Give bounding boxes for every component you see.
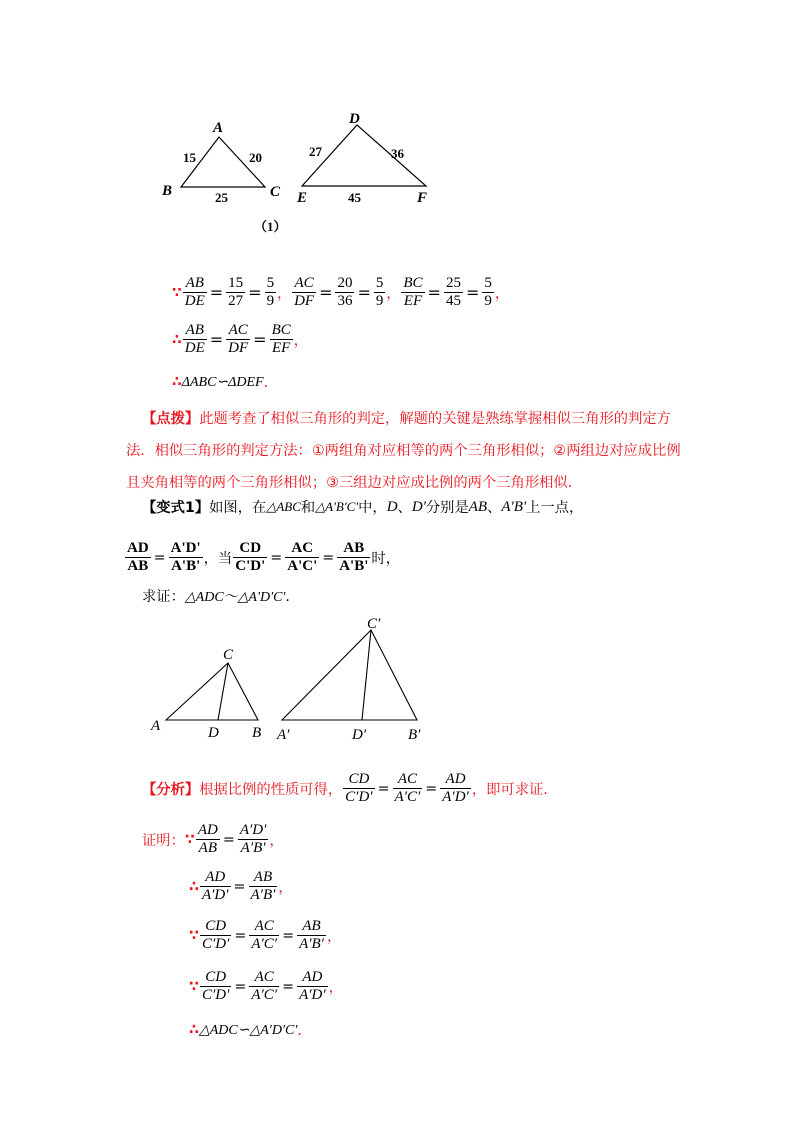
- side-bc-length: 25: [215, 190, 228, 205]
- segment-c2d2: [362, 630, 371, 720]
- fig2-vertex-a-prime: A′: [277, 727, 290, 743]
- proof1-line2: ∴ $\frac{AB}{DE}$ = $\frac{AC}{DF}$ = $\frac{BC}{EF}$ ，: [172, 322, 308, 356]
- tip-tag: 【点拨】: [142, 411, 200, 427]
- tip-line-1: 【点拨】此题考查了相似三角形的判定，解题的关键是熟练掌握相似三角形的判定方: [142, 411, 671, 427]
- vertex-f: F: [417, 190, 428, 206]
- vertex-d: D: [349, 111, 360, 127]
- proof2-line5: ∴ △ADC∽△A′D′C′ ．: [189, 1022, 312, 1039]
- figure-1-triangles: [150, 105, 450, 240]
- similarity-conclusion-2: △ADC∽△A′D′C′: [198, 1022, 298, 1038]
- fig2-vertex-b-prime: B′: [408, 727, 421, 743]
- side-de-length: 27: [309, 144, 322, 159]
- analysis-line: 【分析】 根据比例的性质可得， $\frac{CD}{C'D'}$ = $\frac{AC}{A'C'}$ = $\frac{AD}{A'D'}$ ，即可求证．: [142, 771, 558, 805]
- tip-line-2: 法．相似三角形的判定方法：①两组角对应相等的两个三角形相似；②两组边对应成比例: [126, 443, 681, 459]
- proof2-line2: ∴ $\frac{AD}{A'D'}$ = $\frac{AB}{A'B'}$ ，: [189, 869, 293, 903]
- proof1-line1: ∵ $\frac{AB}{DE}$ = $\frac{15}{27}$ = $\frac{5}{9}$ ， $\frac{AC}{DF}$ = $\frac{20}{36}$ = $\frac{5}{9}$ ， $\frac{BC}{EF}$ = $\frac{25}{45}$ = $\frac{5}{9}$ ，: [172, 275, 509, 309]
- therefore-symbol: ∴: [172, 331, 182, 348]
- vertex-c: C: [270, 184, 281, 200]
- because-symbol: ∵: [172, 284, 182, 301]
- fig2-vertex-d-prime: D′: [352, 727, 367, 743]
- side-ab-length: 15: [183, 150, 196, 165]
- vertex-b: B: [162, 183, 173, 199]
- proof2-line4: ∵ $\frac{CD}{C'D'}$ = $\frac{AC}{A'C'}$ = $\frac{AD}{A'D'}$ ，: [189, 969, 343, 1003]
- vertex-e: E: [297, 190, 308, 206]
- triangle-a2d2c2: [282, 630, 417, 720]
- tip-line-3: 且夹角相等的两个三角形相似；③三组边对应成比例的两个三角形相似．: [126, 475, 583, 491]
- prove-statement: 求证： △ADC～△A'D'C' ．: [142, 589, 300, 605]
- fig2-vertex-a: A: [151, 718, 161, 734]
- similarity-conclusion-1: ΔABC∽ΔDEF: [181, 374, 264, 390]
- proof1-line3: ∴ ΔABC∽ΔDEF ．: [172, 374, 278, 391]
- fig2-vertex-d: D: [208, 725, 219, 741]
- side-df-length: 36: [391, 146, 404, 161]
- side-ef-length: 45: [348, 190, 361, 205]
- variant-line-1: 【变式1】 如图，在 △ABC 和 △A'B'C' 中， D 、 D' 分别是 AB 、 A'B' 上一点，: [142, 498, 584, 516]
- proof2-line1: 证明： ∵ $\frac{AD}{AB}$ = $\frac{A'D'}{A'B'}$ ，: [142, 822, 284, 856]
- fig2-vertex-b: B: [252, 725, 262, 741]
- variant-tag: 【变式1】: [142, 500, 210, 516]
- tip-paragraph: [126, 403, 766, 499]
- triangle-adc: [166, 663, 258, 720]
- side-ac-length: 20: [249, 150, 262, 165]
- fig2-vertex-c: C: [223, 647, 234, 663]
- proof2-line3: ∵ $\frac{CD}{C'D'}$ = $\frac{AC}{A'C'}$ = $\frac{AB}{A'B'}$ ，: [189, 918, 342, 952]
- figure-2-triangles: [145, 612, 445, 747]
- proof-label: 证明：: [142, 832, 185, 849]
- figure-caption: （1）: [254, 219, 287, 234]
- analysis-tag: 【分析】: [142, 781, 200, 798]
- vertex-a: A: [213, 120, 224, 136]
- variant-line-2: $\frac{AD}{AB}$ = $\frac{A'D'}{A'B'}$ ，当 $\frac{CD}{C'D'}$ = $\frac{AC}{A'C'}$ = $\frac{AB}{A'B'}$ 时，: [127, 540, 400, 574]
- fig2-vertex-c-prime: C′: [367, 616, 381, 632]
